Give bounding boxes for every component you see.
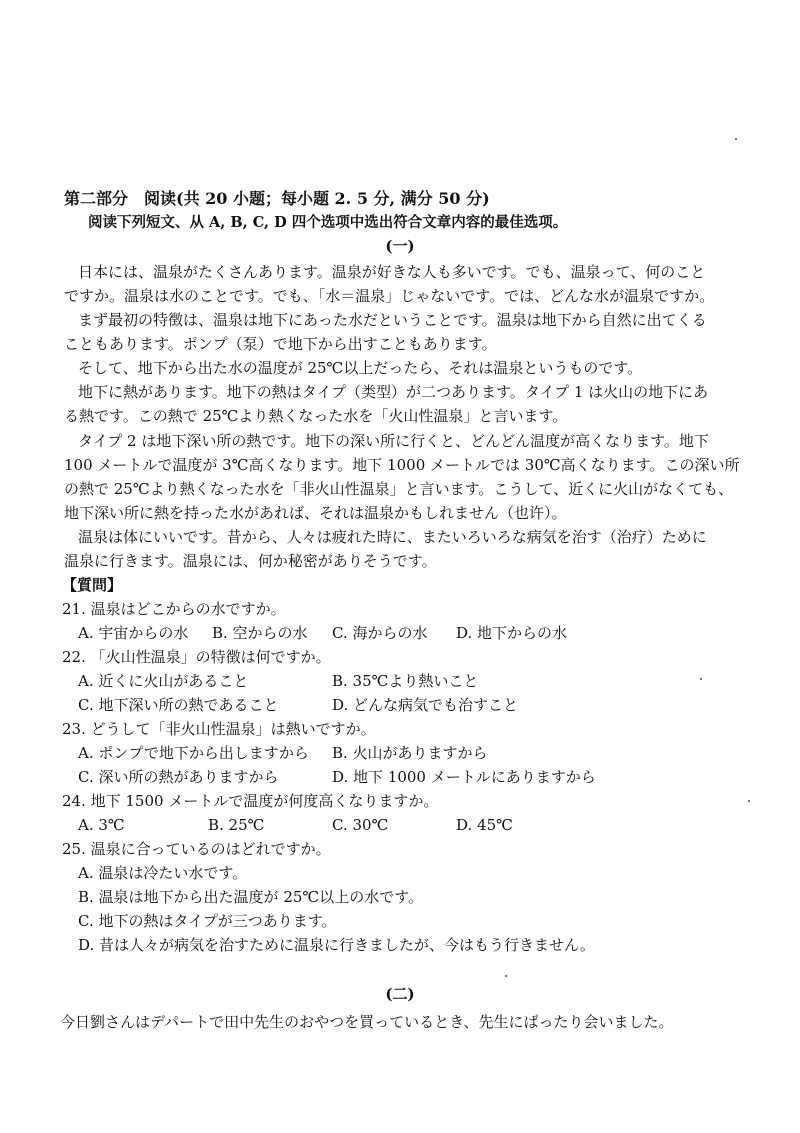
- option-24-a: A. 3℃: [78, 816, 125, 834]
- scan-speck: [505, 975, 507, 977]
- passage-line: まず最初の特徴は、温泉は地下にあった水だということです。温泉は地下から自然に出てくる: [78, 311, 707, 329]
- questions-label: 【質問】: [62, 576, 123, 594]
- option-23-b: B. 火山がありますから: [332, 744, 488, 762]
- option-24-c: C. 30℃: [332, 816, 389, 834]
- passage-line: こともあります。ポンプ（泵）で地下から出すこともあります。: [64, 335, 497, 353]
- scan-speck: [748, 800, 750, 802]
- option-22-c: C. 地下深い所の熱であること: [78, 696, 279, 714]
- option-21-a: A. 宇宙からの水: [78, 624, 189, 642]
- option-23-c: C. 深い所の熱がありますから: [78, 768, 279, 786]
- option-25-c: C. 地下の熱はタイプが三つあります。: [78, 912, 337, 930]
- question-stem-25: 25. 温泉に合っているのはどれですか。: [62, 840, 331, 858]
- option-25-a: A. 温泉は冷たい水です。: [78, 864, 248, 882]
- option-24-d: D. 45℃: [456, 816, 513, 834]
- option-23-a: A. ポンプで地下から出しますから: [78, 744, 309, 762]
- passage-line: ですか。温泉は水のことです。でも、「水＝温泉」じゃないです。では、どんな水が温泉ですか。: [64, 287, 715, 305]
- section-heading: 第二部分 阅读(共 20 小题；每小题 2. 5 分, 满分 50 分): [64, 189, 490, 208]
- question-stem-24: 24. 地下 1500 メートルで温度が何度高くなりますか。: [62, 792, 439, 810]
- option-23-d: D. 地下 1000 メートルにありますから: [332, 768, 596, 786]
- option-22-a: A. 近くに火山があること: [78, 672, 249, 690]
- passage-line: タイプ 2 は地下深い所の熱です。地下の深い所に行くと、どんどん温度が高くなります。地下: [78, 432, 709, 450]
- passage-line: そして、地下から出た水の温度が 25℃以上だったら、それは温泉というものです。: [78, 359, 643, 377]
- option-25-b: B. 温泉は地下から出た温度が 25℃以上の水です。: [78, 888, 423, 906]
- passage-line: 地下に熱があります。地下の熱はタイプ（类型）が二つあります。タイプ 1 は火山の地下にあ: [78, 383, 709, 401]
- option-21-d: D. 地下からの水: [456, 624, 568, 642]
- passage-line: の熱で 25℃より熱くなった水を「非火山性温泉」と言います。こうして、近くに火山がなくても、: [64, 480, 734, 498]
- passage-line: 温泉は体にいいです。昔から、人々は疲れた時に、またいろいろな病気を治す（治疗）ために: [78, 528, 707, 546]
- passage-line: 今日劉さんはデパートで田中先生のおやつを買っているとき、先生にばったり会いました。: [60, 1013, 674, 1031]
- passage-number-2: (二): [385, 985, 415, 1003]
- option-21-c: C. 海からの水: [332, 624, 428, 642]
- passage-line: 地下深い所に熱を持った水があれば、それは温泉かもしれません（也许）。: [64, 504, 567, 522]
- option-22-b: B. 35℃より熱いこと: [332, 672, 479, 690]
- passage-number-1: (一): [385, 237, 415, 255]
- question-stem-22: 22. 「火山性温泉」の特徴は何ですか。: [62, 648, 331, 666]
- question-stem-21: 21. 温泉はどこからの水ですか。: [62, 600, 286, 618]
- passage-line: 100 メートルで温度が 3℃高くなります。地下 1000 メートルでは 30℃高くなります。この深い所: [64, 456, 740, 474]
- passage-line: 温泉に行きます。温泉には、何か秘密がありそうです。: [64, 552, 437, 570]
- option-24-b: B. 25℃: [208, 816, 265, 834]
- passage-line: 日本には、温泉がたくさんあります。温泉が好きな人も多いです。でも、温泉って、何のこと: [78, 263, 706, 281]
- section-instruction: 阅读下列短文、从 A, B, C, D 四个选项中选出符合文章内容的最佳选项。: [88, 214, 568, 231]
- option-22-d: D. どんな病気でも治すこと: [332, 696, 519, 714]
- question-stem-23: 23. どうして「非火山性温泉」は熱いですか。: [62, 720, 376, 738]
- option-21-b: B. 空からの水: [212, 624, 308, 642]
- option-25-d: D. 昔は人々が病気を治すために温泉に行きましたが、今はもう行きません。: [78, 936, 595, 954]
- passage-line: る熱です。この熱で 25℃より熱くなった水を「火山性温泉」と言います。: [64, 407, 568, 425]
- scan-speck: [700, 678, 702, 680]
- scan-speck: [735, 138, 737, 140]
